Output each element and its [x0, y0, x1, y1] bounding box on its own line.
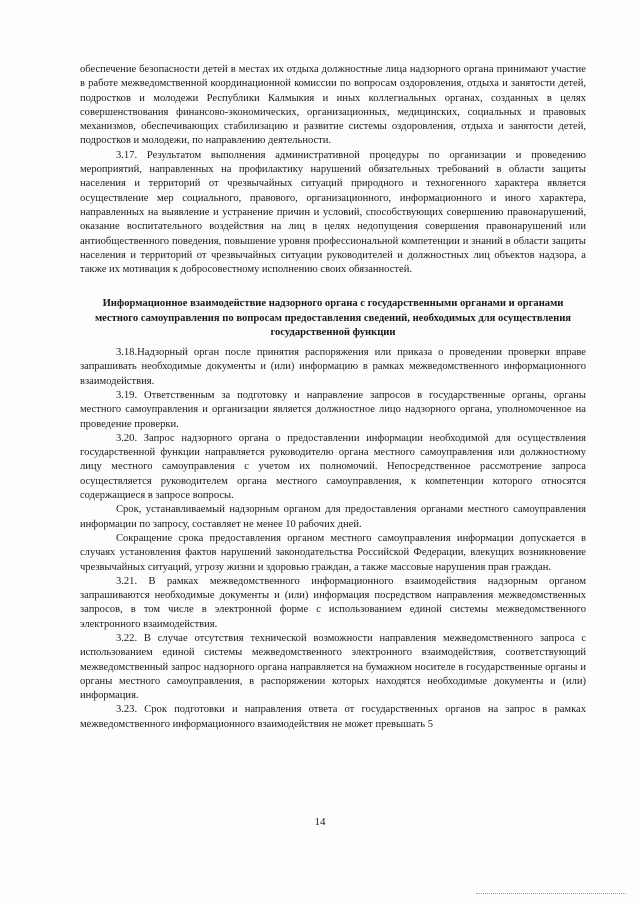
- paragraph-3-17: 3.17. Результатом выполнения административной процедуры по организации и проведению мероприятий, направленных на профилактику нарушений обязательных требований в области защиты населения и территорий от чрезвычайных ситуаций природного и техногенного характера является осуществление мер социального, правового, организационного, информационного и иного характера, направленных на выявление и устранение причин и условий, способствующих совершению правонарушений, оказание воспитательного воздействия на лиц в целях недопущения совершения правонарушений или антиобщественного поведения, повышение уровня профессиональной компетенции и знаний в области защиты населения и территорий от чрезвычайных ситуации руководителей и должностных лиц объектов надзора, а также их мотивация к добросовестному исполнению своих обязанностей.: [80, 149, 586, 276]
- paragraph-3-20: 3.20. Запрос надзорного органа о предоставлении информации необходимой для осуществления государственной функции направляется руководителю органа местного самоуправления или должностному лицу местного самоуправления с учетом их полномочий. Непосредственное рассмотрение запроса осуществляется руководителем органа местного самоуправления, к компетенции которого относятся содержащиеся в запросе вопросы.: [80, 432, 586, 502]
- paragraph-3-23: 3.23. Срок подготовки и направления ответа от государственных органов на запрос в рамках межведомственного информационного взаимодействия не может превышать 5: [80, 704, 586, 730]
- paragraph-3-19: 3.19. Ответственным за подготовку и направление запросов в государственные органы, органы местного самоуправления и организации является должностное лицо надзорного органа, уполномоченное на проведение проверки.: [80, 389, 586, 430]
- scan-edge-divider: [476, 893, 626, 894]
- document-body: [80, 63, 586, 732]
- paragraph-term: Срок, устанавливаемый надзорным органом для предоставления органами местного самоуправления информации по запросу, составляет не менее 10 рабочих дней.: [80, 504, 586, 530]
- paragraph-reduction: Сокращение срока предоставления органом местного самоуправления информации допускается в случаях установления фактов нарушений законодательства Российской Федерации, влекущих возникновение чрезвычайных ситуаций, угрозу жизни и здоровью граждан, а также массовые нарушения прав граждан.: [80, 532, 586, 573]
- paragraph-3-22: 3.22. В случае отсутствия технической возможности направления межведомственного запроса с использованием единой системы межведомственного электронного взаимодействия, соответствующий межведомственный запрос надзорного органа направляется на бумажном носителе в государственные органы и органы местного самоуправления, в распоряжении которых находятся необходимые документы и (или) информация.: [80, 633, 586, 702]
- section-heading: Информационное взаимодействие надзорного органа с государственными органами и органами местного самоуправления по вопросам предоставления сведений, необходимых для осуществления государственной функции: [94, 298, 572, 338]
- paragraph-3-21: 3.21. В рамках межведомственного информационного взаимодействия надзорным органом запрашиваются необходимые документы и (или) информация посредством направления межведомственных запросов, в том числе в электронной форме с использованием единой системы межведомственного электронного взаимодействия.: [80, 575, 586, 630]
- paragraph-continuation: обеспечение безопасности детей в местах их отдыха должностные лица надзорного органа принимают участие в работе межведомственной координационной комиссии по вопросам оздоровления, отдыха и занятости детей, подростков и молодежи Республики Калмыкия и иных коллегиальных органах, созданных в целях совершенствования финансово-экономических, организационных, медицинских, социальных и правовых механизмов, обеспечивающих стабилизацию и развитие системы оздоровления, отдыха и занятости детей, подростков и молодежи, по направлению деятельности.: [80, 64, 586, 147]
- page-number: 14: [314, 816, 326, 828]
- paragraph-3-18: 3.18.Надзорный орган после принятия распоряжения или приказа о проведении проверки вправе запрашивать необходимые документы и (или) информацию в рамках межведомственного информационного взаимодействия.: [80, 347, 586, 387]
